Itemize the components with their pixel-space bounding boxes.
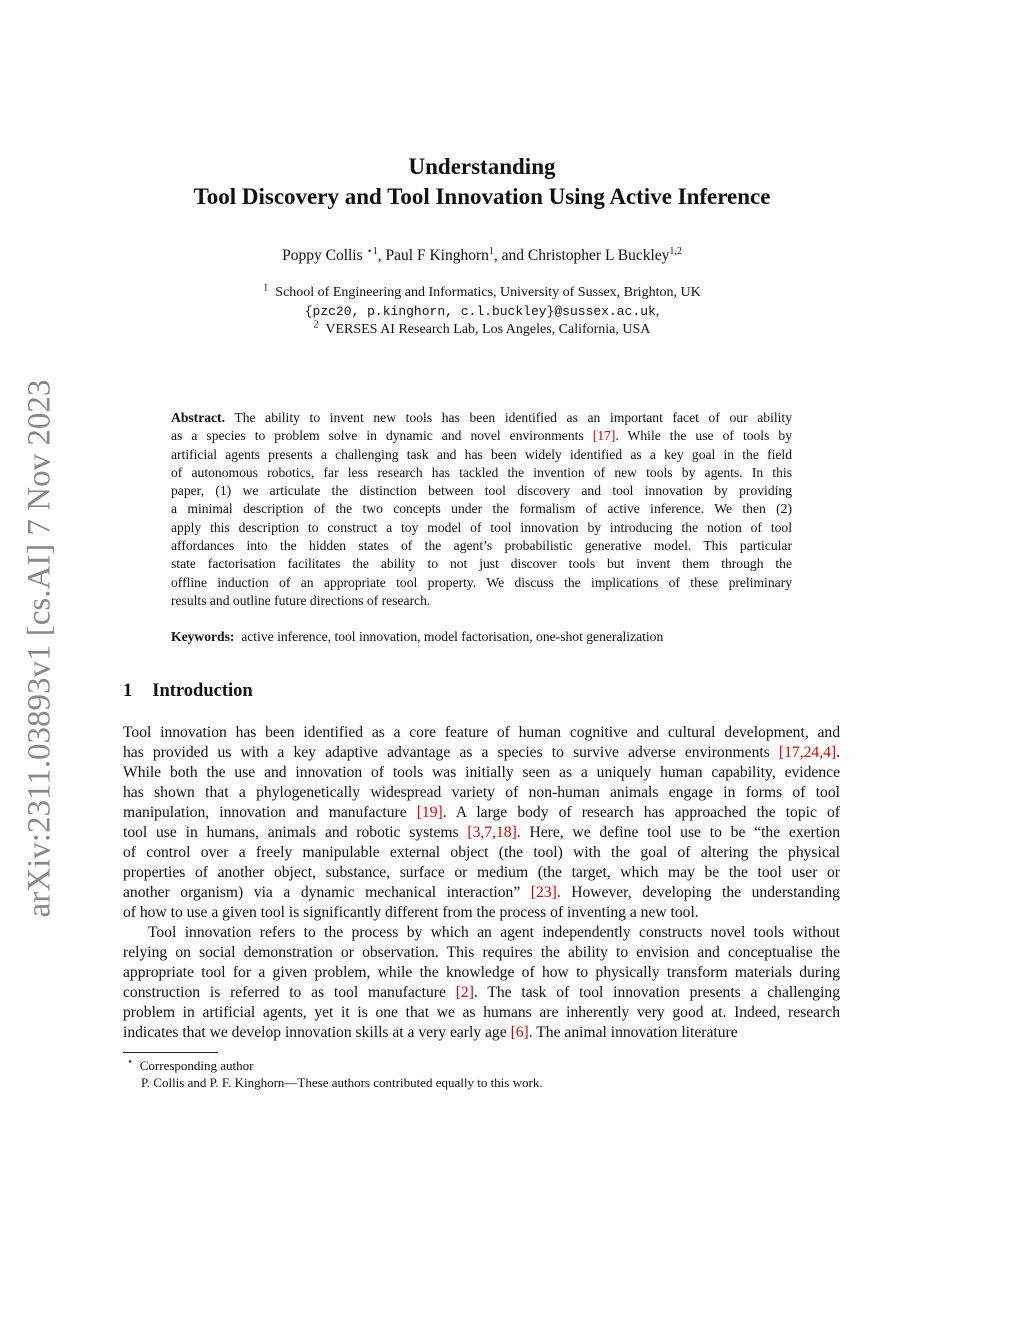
body-text — [123, 723, 840, 1043]
footnote-mark: ⋆ — [127, 1056, 134, 1068]
citation-link[interactable]: [2] — [455, 984, 474, 1001]
text-segment: . The task of tool innovation presents a challenging — [473, 984, 840, 1001]
text-segment: The ability to invent new tools has been identified as an important facet of our ability — [234, 410, 792, 425]
text-segment: artificial agents presents a challenging task and has been widely identified as a key goal in the field — [171, 446, 792, 462]
text-segment: has provided us with a key adaptive advantage as a species to survive adverse environments — [123, 744, 779, 761]
text-segment: as a species to problem solve in dynamic and novel environments — [171, 428, 593, 444]
title-line-1: Understanding — [408, 154, 556, 179]
text-line — [171, 464, 792, 482]
text-segment: . The animal innovation literature — [528, 1024, 738, 1041]
text-line — [123, 923, 840, 943]
text-segment: Tool innovation has been identified as a core feature of human cognitive and cultural development, and — [123, 724, 840, 741]
text-segment: indicates that we develop innovation skills at a very early age — [123, 1024, 511, 1041]
text-line — [171, 519, 792, 537]
text-line — [171, 482, 792, 500]
keywords — [171, 629, 792, 645]
text-line — [123, 903, 840, 923]
arxiv-identifier-stamp: arXiv:2311.03893v1 [cs.AI] 7 Nov 2023 — [21, 379, 58, 918]
text-segment: results and outline future directions of research. — [171, 592, 431, 608]
text-line — [123, 783, 840, 803]
affiliation-2: VERSES AI Research Lab, Los Angeles, California, USA — [325, 322, 651, 337]
keywords-text: active inference, tool innovation, model factorisation, one-shot generalization — [241, 629, 664, 644]
text-segment: . Here, we define tool use to be “the exertion — [516, 824, 841, 841]
text-segment: appropriate tool for a given problem, while the knowledge of how to physically transform materials during — [123, 964, 840, 981]
section-number: 1 — [123, 681, 133, 701]
text-line — [123, 1023, 840, 1043]
text-line — [171, 574, 792, 592]
text-line — [123, 883, 840, 903]
text-line — [123, 763, 840, 783]
text-line — [123, 963, 840, 983]
text-segment: of control over a freely manipulable external object (the tool) with the goal of altering the physical — [123, 844, 840, 861]
text-line — [123, 843, 840, 863]
author-affiliation-mark: ⋆1 — [366, 245, 378, 257]
paper-title — [0, 152, 964, 212]
text-line — [171, 409, 792, 427]
text-line — [123, 803, 840, 823]
text-segment: construction is referred to as tool manufacture — [123, 984, 456, 1001]
text-segment: of autonomous robotics, far less research has tackled the invention of new tools by agents. In this — [171, 464, 792, 480]
affiliations — [0, 284, 964, 340]
text-line — [123, 1003, 840, 1023]
text-line — [171, 555, 792, 573]
text-segment: . However, developing the understanding — [556, 884, 840, 901]
emails-trail: , — [655, 303, 660, 319]
citation-link[interactable]: [3,7,18] — [467, 824, 517, 841]
citation-link[interactable]: [23] — [530, 884, 557, 901]
text-line — [123, 943, 840, 963]
text-segment: of how to use a given tool is significantly different from the process of inventing a new tool. — [123, 904, 699, 921]
text-segment: manipulation, innovation and manufacture — [123, 804, 417, 821]
footnote-corresponding: Corresponding author — [139, 1058, 254, 1073]
text-segment: relying on social demonstration or observation. This requires the ability to envision and conceptualise the — [123, 944, 840, 961]
text-segment: tool use in humans, animals and robotic systems — [123, 824, 468, 841]
affiliation-1: School of Engineering and Informatics, University of Sussex, Brighton, UK — [275, 285, 701, 300]
text-line — [123, 743, 840, 763]
author-affiliation-mark: 1 — [488, 245, 494, 257]
text-segment: state factorisation facilitates the ability to not just discover tools but invent them through the — [171, 556, 792, 572]
text-line — [123, 723, 840, 743]
author-list — [0, 247, 964, 265]
section-heading — [123, 681, 253, 702]
text-segment: another organism) via a dynamic mechanical interaction” — [123, 884, 531, 901]
text-segment: a minimal description of the two concepts under the formalism of active inference. We then (2) — [171, 501, 792, 517]
author-name: , Paul F Kinghorn — [377, 247, 489, 264]
text-line — [123, 823, 840, 843]
section-title: Introduction — [152, 681, 253, 701]
citation-link[interactable]: [19] — [416, 804, 443, 821]
citation-link[interactable]: [17] — [592, 428, 616, 444]
text-line — [171, 427, 792, 445]
text-segment: . A large body of research has approached the topic of — [442, 804, 840, 821]
citation-link[interactable]: [17,24,4] — [778, 744, 837, 761]
keywords-label: Keywords: — [171, 629, 235, 644]
paragraph — [123, 923, 840, 1043]
text-segment: affordances into the hidden states of the agent’s probabilistic generative model. This particular — [171, 538, 792, 554]
text-line — [171, 500, 792, 518]
text-segment: While both the use and innovation of tools was initially seen as a uniquely human capability, evidence — [123, 764, 840, 781]
text-segment: problem in artificial agents, yet it is one that we as humans are inherently very good at. Indeed, research — [123, 1004, 840, 1021]
author-affiliation-mark: 1,2 — [669, 245, 682, 257]
footnote-equal-contribution: P. Collis and P. F. Kinghorn—These authors contributed equally to this work. — [141, 1075, 543, 1090]
text-segment: paper, (1) we articulate the distinction between tool discovery and tool innovation by providing — [171, 483, 792, 499]
text-segment: . — [836, 744, 840, 761]
author-name: Poppy Collis — [282, 247, 367, 264]
text-segment: apply this description to construct a toy model of tool innovation by introducing the notion of tool — [171, 519, 792, 535]
footnotes — [123, 1057, 543, 1091]
footnote-rule — [123, 1052, 218, 1053]
abstract — [171, 409, 792, 610]
affiliation-mark: 1 — [263, 282, 269, 294]
author-emails: {pzc20, p.kinghorn, c.l.buckley}@sussex.ac.uk — [304, 303, 656, 319]
text-line — [123, 863, 840, 883]
text-segment: Tool innovation refers to the process by which an agent independently constructs novel tools without — [148, 924, 840, 941]
abstract-label: Abstract. — [171, 410, 225, 425]
text-line — [171, 592, 792, 610]
author-name: , and Christopher L Buckley — [493, 247, 670, 264]
text-segment: . While the use of tools by — [615, 428, 792, 444]
paragraph — [123, 723, 840, 923]
text-segment: offline induction of an appropriate tool property. We discuss the implications of these preliminary — [171, 574, 792, 590]
text-line — [123, 983, 840, 1003]
text-segment: has shown that a phylogenetically widespread variety of non-human animals engage in forms of tool — [123, 784, 840, 801]
affiliation-mark: 2 — [313, 319, 319, 331]
text-line — [171, 537, 792, 555]
text-segment: properties of another object, substance, surface or medium (the target, which may be the tool user or — [123, 864, 840, 881]
text-line — [171, 446, 792, 464]
title-line-2: Tool Discovery and Tool Innovation Using Active Inference — [193, 184, 771, 209]
citation-link[interactable]: [6] — [510, 1024, 529, 1041]
